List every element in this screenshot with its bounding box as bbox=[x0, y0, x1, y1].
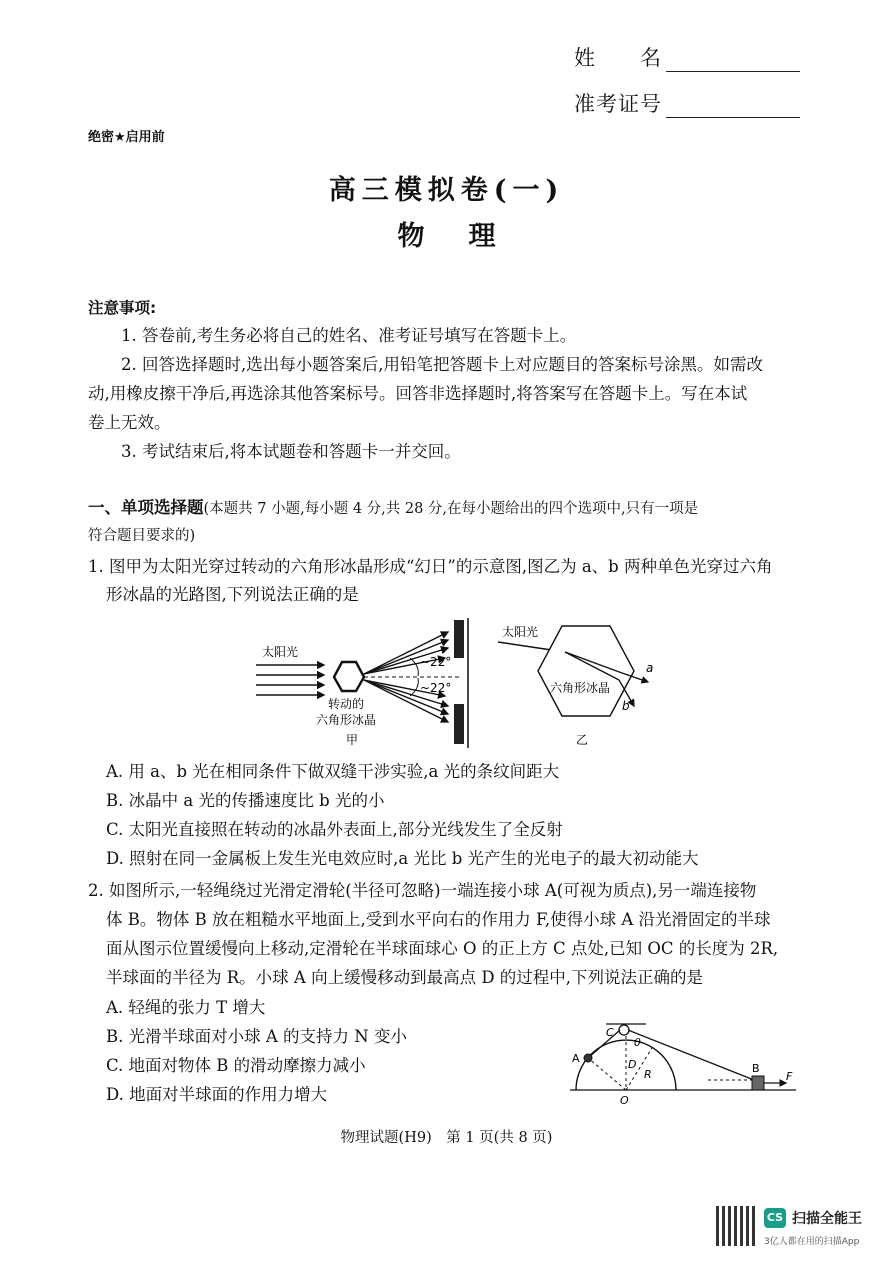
id-field bbox=[574, 88, 800, 118]
q2-fig-label-a: A bbox=[572, 1052, 580, 1065]
subject-char-2: 理 bbox=[468, 221, 496, 252]
q2-option-b: B. 光滑半球面对小球 A 的支持力 N 变小 bbox=[106, 1027, 407, 1046]
section1-header bbox=[88, 494, 698, 523]
q1-stem-line-2: 形冰晶的光路图,下列说法正确的是 bbox=[106, 585, 359, 604]
q2-fig-radius-a bbox=[588, 1058, 626, 1090]
q2-stem-line-1: 2. 如图所示,一轻绳绕过光滑定滑轮(半径可忽略)一端连接小球 A(可视为质点),另一端连接物 bbox=[88, 881, 757, 900]
q1-fig-crystal-hexagon-2 bbox=[538, 626, 634, 716]
id-blank bbox=[666, 97, 800, 118]
q1-option-b: B. 冰晶中 a 光的传播速度比 b 光的小 bbox=[106, 791, 385, 810]
notice-item-1: 1. 答卷前,考生务必将自己的姓名、准考证号填写在答题卡上。 bbox=[121, 326, 577, 345]
q1-fig-rotating-line-2: 六角形冰晶 bbox=[316, 713, 377, 727]
notice-item-3: 3. 考试结束后,将本试题卷和答题卡一并交回。 bbox=[121, 442, 461, 461]
notice-item-2-line-1: 2. 回答选择题时,选出每小题答案后,用铅笔把答题卡上对应题目的答案标号涂黑。如需改 bbox=[121, 355, 763, 374]
q1-fig-label-yi: 乙 bbox=[576, 733, 589, 747]
q2-option-d: D. 地面对半球面的作用力增大 bbox=[106, 1085, 328, 1104]
q1-fig-incident-rays bbox=[256, 665, 324, 695]
q2-stem-line-3: 面从图示位置缓慢向上移动,定滑轮在半球面球心 O 的正上方 C 点处,已知 OC 的长度为 2R, bbox=[106, 939, 779, 958]
q2-fig-ball-a bbox=[584, 1054, 592, 1062]
q2-figure bbox=[568, 1018, 798, 1130]
subject-char-1: 物 bbox=[397, 221, 425, 252]
q1-fig-rotating-line-1: 转动的 bbox=[328, 697, 365, 711]
q2-fig-label-theta: θ bbox=[634, 1036, 641, 1049]
q1-fig-angle-upper: ~22° bbox=[420, 655, 452, 669]
q1-fig-sunlight-label: 太阳光 bbox=[262, 645, 299, 659]
q1-figure bbox=[250, 618, 670, 758]
section1-desc: (本题共 7 小题,每小题 4 分,共 28 分,在每小题给出的四个选项中,只有一项是 bbox=[203, 501, 699, 517]
q1-stem-line-1: 1. 图甲为太阳光穿过转动的六角形冰晶形成“幻日”的示意图,图乙为 a、b 两种单色光穿过六角 bbox=[88, 557, 773, 576]
notice-item-2-line-3: 卷上无效。 bbox=[88, 413, 171, 432]
notice-item-2-line-2: 动,用橡皮擦干净后,再选涂其他答案标号。回答非选择题时,将答案写在答题卡上。写在本试 bbox=[88, 384, 748, 403]
q1-fig-crystal-hexagon bbox=[334, 662, 364, 691]
section1-desc-line-2: 符合题目要求的) bbox=[88, 528, 196, 544]
q2-fig-label-r: R bbox=[644, 1068, 652, 1081]
q1-fig-label-jia: 甲 bbox=[346, 733, 359, 747]
notice-heading: 注意事项: bbox=[88, 299, 157, 317]
q1-option-a: A. 用 a、b 光在相同条件下做双缝干涉实验,a 光的条纹间距大 bbox=[106, 762, 560, 781]
q1-option-c: C. 太阳光直接照在转动的冰晶外表面上,部分光线发生了全反射 bbox=[106, 820, 563, 839]
q2-option-a: A. 轻绳的张力 T 增大 bbox=[106, 998, 266, 1017]
q1-fig-angle-arc-upper bbox=[410, 658, 418, 676]
q2-fig-hemisphere bbox=[576, 1040, 676, 1090]
q2-stem-line-4: 半球面的半径为 R。小球 A 向上缓慢移动到最高点 D 的过程中,下列说法正确的是 bbox=[106, 968, 704, 987]
secret-mark: 绝密★启用前 bbox=[88, 130, 165, 145]
q2-fig-block-b bbox=[752, 1076, 764, 1090]
watermark-tagline: 3亿人都在用的扫描App bbox=[764, 1237, 860, 1247]
name-blank bbox=[666, 51, 800, 72]
q1-fig-screen-bottom bbox=[454, 704, 464, 744]
q1-fig-screen-top bbox=[454, 620, 464, 658]
q1-option-d: D. 照射在同一金属板上发生光电效应时,a 光比 b 光产生的光电子的最大初动能大 bbox=[106, 849, 699, 868]
q2-fig-label-f: F bbox=[786, 1070, 793, 1083]
q1-fig-ray-b: b bbox=[622, 699, 630, 713]
q2-fig-label-d: D bbox=[628, 1058, 637, 1071]
page-footer: 物理试题(H9) 第 1 页(共 8 页) bbox=[340, 1130, 553, 1146]
id-label: 准考证号 bbox=[574, 92, 662, 116]
q2-fig-rope-a bbox=[588, 1030, 620, 1058]
q2-fig-pulley bbox=[619, 1025, 629, 1035]
q1-fig-angle-arc-lower bbox=[410, 678, 418, 696]
q1-fig-crystal-label: 六角形冰晶 bbox=[550, 681, 611, 695]
q2-fig-label-o: O bbox=[620, 1094, 629, 1107]
q1-fig-ray-a: a bbox=[646, 661, 654, 675]
q1-fig-sunlight-label-2: 太阳光 bbox=[502, 625, 539, 639]
q1-fig-angle-lower: ~22° bbox=[420, 681, 452, 695]
exam-title: 高三模拟卷(一) bbox=[328, 175, 565, 206]
section1-heading: 一、单项选择题 bbox=[88, 498, 204, 517]
qr-code-icon bbox=[716, 1206, 756, 1246]
q2-option-c: C. 地面对物体 B 的滑动摩擦力减小 bbox=[106, 1056, 366, 1075]
q2-fig-label-c: C bbox=[606, 1026, 614, 1039]
watermark-brand: 扫描全能王 bbox=[792, 1211, 862, 1227]
name-field bbox=[574, 42, 800, 72]
q2-stem-line-2: 体 B。物体 B 放在粗糙水平地面上,受到水平向右的作用力 F,使得小球 A 沿光滑固定的半球 bbox=[106, 910, 771, 929]
cs-logo-icon: CS bbox=[764, 1208, 786, 1228]
name-label: 姓 名 bbox=[574, 46, 662, 70]
q2-fig-label-b: B bbox=[752, 1062, 760, 1075]
subject-title bbox=[0, 214, 893, 253]
